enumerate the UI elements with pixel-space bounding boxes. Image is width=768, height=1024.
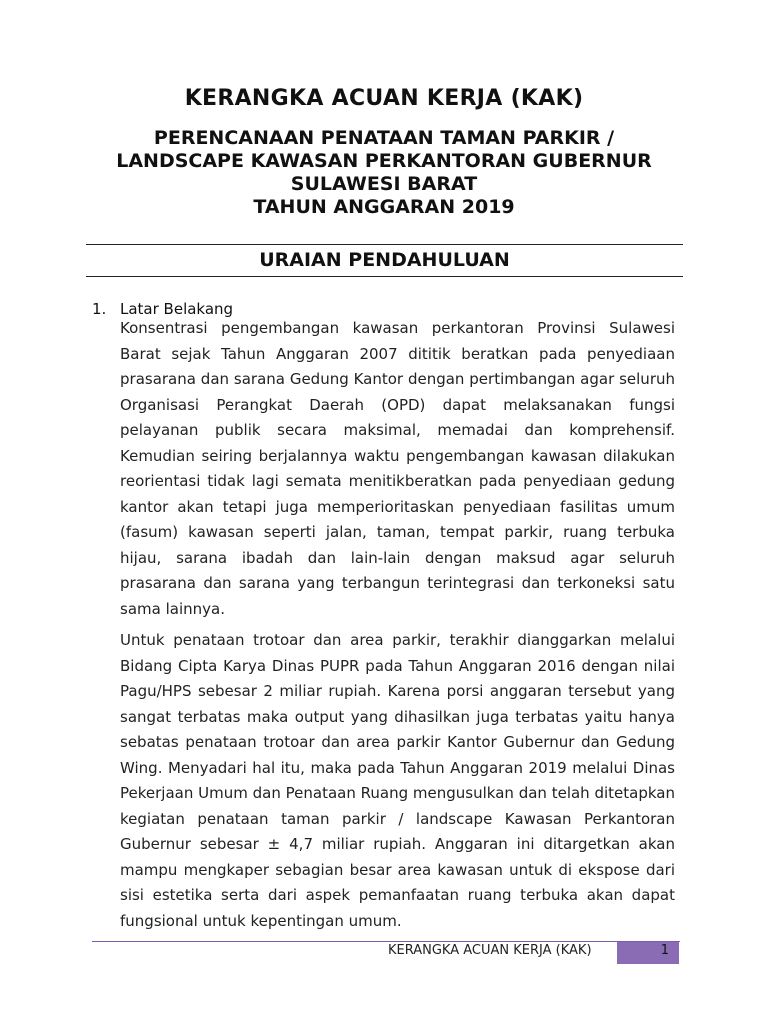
document-subtitle (60, 127, 708, 219)
footer-rule (92, 941, 680, 942)
subtitle-line: SULAWESI BARAT (290, 173, 478, 195)
page-number: 1 (617, 942, 679, 964)
body-paragraph: Konsentrasi pengembangan kawasan perkantoran Provinsi Sulawesi Barat sejak Tahun Anggaran 2007 dititik beratkan pada penyediaan prasarana dan sarana Gedung Kantor dengan pertimbangan agar seluruh Organisasi Perangkat Daerah (OPD) dapat melaksanakan fungsi pelayanan publik secara maksimal, memadai dan komprehensif. Kemudian seiring berjalannya waktu pengembangan kawasan dilakukan reorientasi tidak lagi semata menitikberatkan pada penyediaan gedung kantor akan tetapi juga memperioritaskan penyediaan fasilitas umum (fasum) kawasan seperti jalan, taman, tempat parkir, ruang terbuka hijau, sarana ibadah dan lain-lain dengan maksud agar seluruh prasarana dan sarana yang terbangun terintegrasi dan terkoneksi satu sama lainnya. (120, 319, 675, 618)
subtitle-line: LANDSCAPE KAWASAN PERKANTORAN GUBERNUR (116, 150, 652, 172)
item-heading: Latar Belakang (120, 300, 234, 318)
subtitle-line: TAHUN ANGGARAN 2019 (253, 196, 515, 218)
item-number: 1. (92, 300, 107, 318)
section-top-rule (86, 244, 683, 245)
section-heading: URAIAN PENDAHULUAN (259, 249, 510, 271)
subtitle-line: PERENCANAAN PENATAAN TAMAN PARKIR / (153, 127, 615, 149)
document-title: KERANGKA ACUAN KERJA (KAK) (184, 86, 584, 111)
body-paragraph: Untuk penataan trotoar dan area parkir, terakhir dianggarkan melalui Bidang Cipta Karya Dinas PUPR pada Tahun Anggaran 2016 dengan nilai Pagu/HPS sebesar 2 miliar rupiah. Karena porsi anggaran tersebut yang sangat terbatas maka output yang dihasilkan juga terbatas yaitu hanya sebatas penataan trotoar dan area parkir Kantor Gubernur dan Gedung Wing. Menyadari hal itu, maka pada Tahun Anggaran 2019 melalui Dinas Pekerjaan Umum dan Penataan Ruang mengusulkan dan telah ditetapkan kegiatan penataan taman parkir / landscape Kawasan Perkantoran Gubernur sebesar ± 4,7 miliar rupiah. Anggaran ini ditargetkan akan mampu mengkaper sebagian besar area kawasan untuk di ekspose dari sisi estetika serta dari aspek pemanfaatan ruang terbuka akan dapat fungsional untuk kepentingan umum. (120, 631, 675, 930)
footer-label: KERANGKA ACUAN KERJA (KAK) (388, 943, 592, 958)
section-bottom-rule (86, 276, 683, 277)
